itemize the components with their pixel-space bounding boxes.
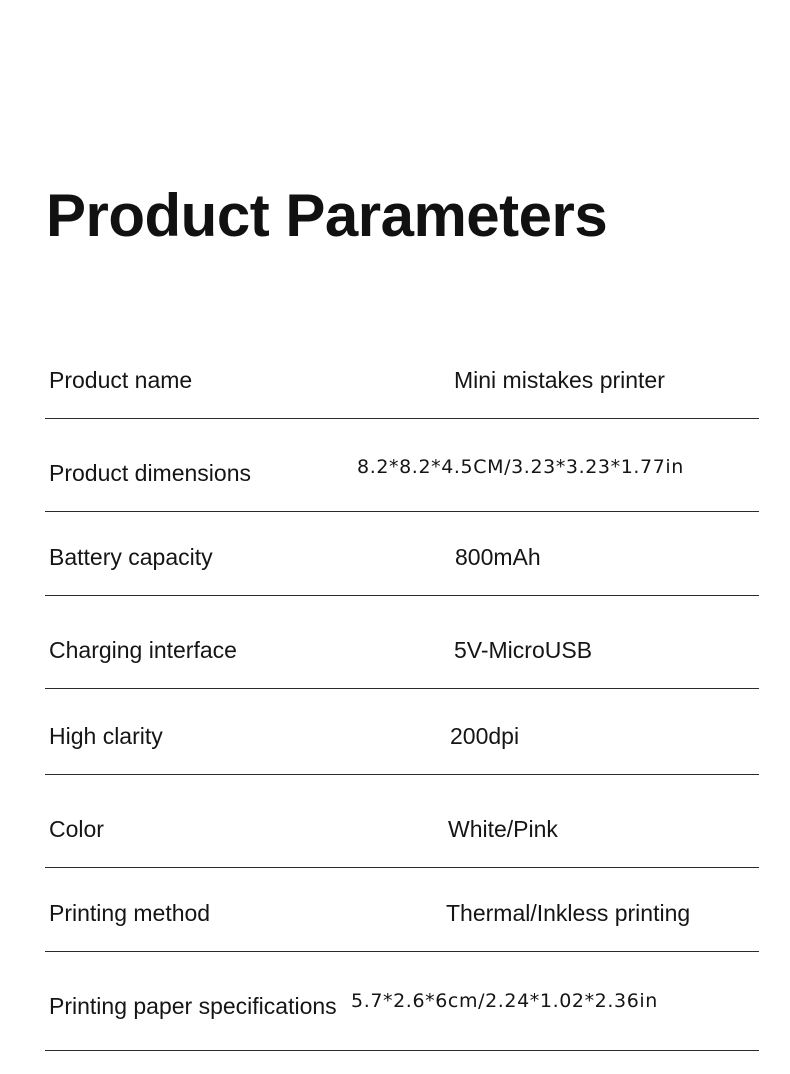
parameter-label: Printing method bbox=[49, 900, 211, 926]
parameter-value: White/Pink bbox=[448, 816, 558, 842]
parameters-table bbox=[45, 0, 759, 1074]
row-divider bbox=[45, 951, 759, 952]
parameter-label: Battery capacity bbox=[49, 544, 213, 570]
parameter-value: 8.2*8.2*4.5CM/3.23*3.23*1.77in bbox=[357, 456, 684, 478]
parameter-value: Mini mistakes printer bbox=[454, 367, 665, 393]
parameter-label: Color bbox=[49, 816, 104, 842]
row-divider bbox=[45, 774, 759, 775]
parameter-label: Charging interface bbox=[49, 637, 237, 663]
parameter-value: 5V-MicroUSB bbox=[454, 637, 593, 663]
parameter-label: Printing paper specifications bbox=[49, 993, 337, 1019]
parameter-value: 5.7*2.6*6cm/2.24*1.02*2.36in bbox=[351, 990, 658, 1012]
parameter-label: High clarity bbox=[49, 723, 163, 749]
row-divider bbox=[45, 418, 759, 419]
row-divider bbox=[45, 511, 759, 512]
page-title: Product Parameters bbox=[46, 182, 608, 249]
parameter-value: 200dpi bbox=[450, 723, 520, 749]
row-divider bbox=[45, 595, 759, 596]
row-divider bbox=[45, 867, 759, 868]
row-divider bbox=[45, 688, 759, 689]
parameter-label: Product name bbox=[49, 367, 193, 393]
parameter-value: 800mAh bbox=[455, 544, 541, 570]
parameter-value: Thermal/Inkless printing bbox=[446, 900, 691, 926]
row-divider bbox=[45, 1050, 759, 1051]
parameter-label: Product dimensions bbox=[49, 460, 251, 486]
